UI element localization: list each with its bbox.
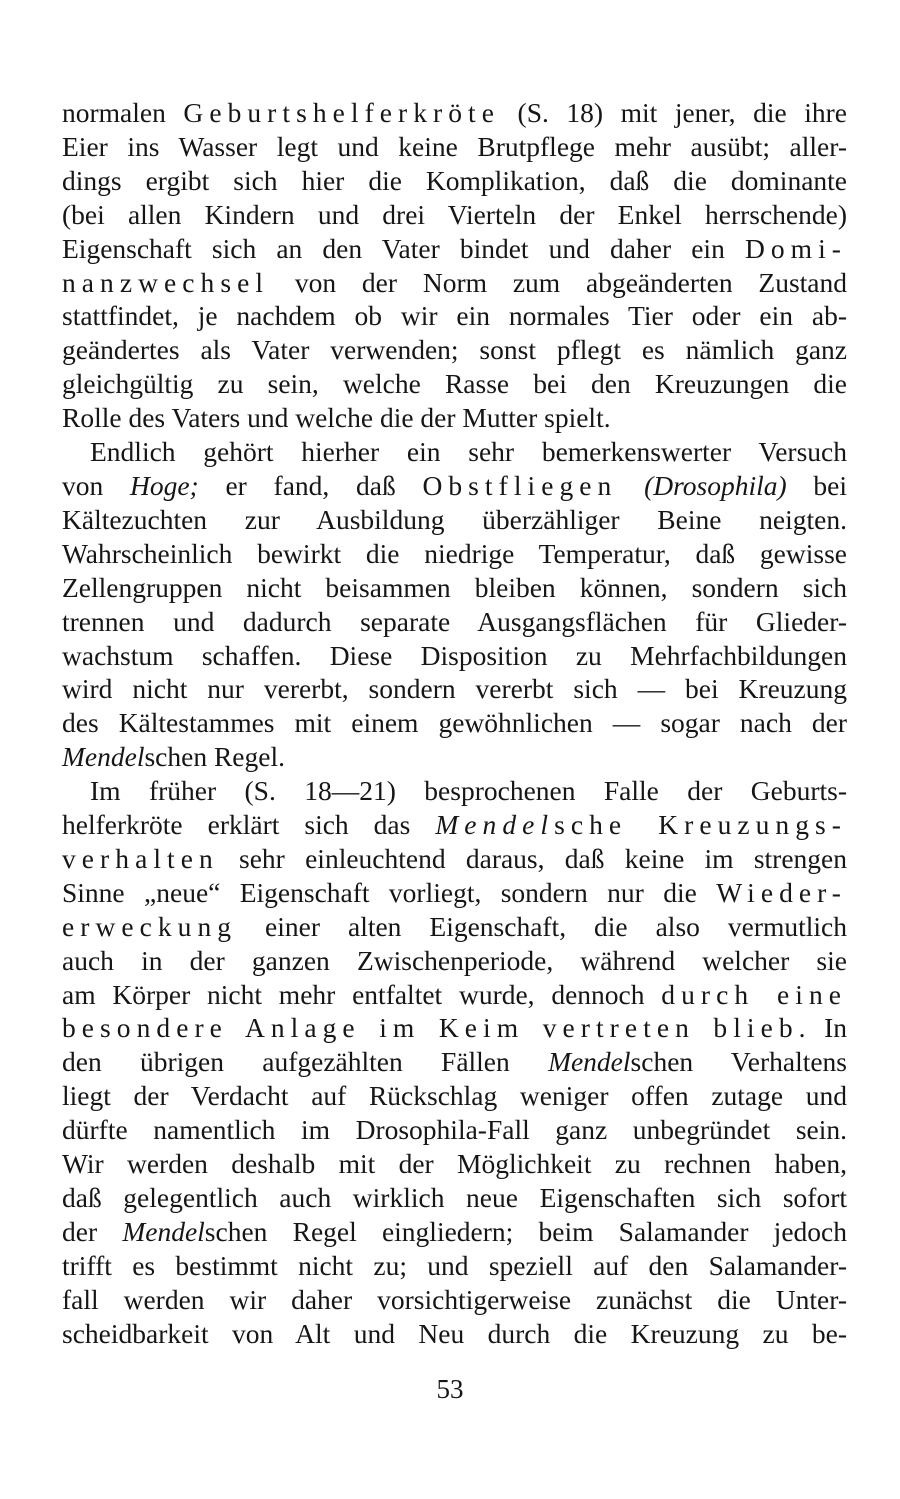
text-line xyxy=(62,605,847,639)
text-segment: Wieder- xyxy=(716,876,847,908)
text-line xyxy=(62,537,847,571)
body-text xyxy=(62,96,847,1351)
text-segment: (bei allen Kindern und drei Vierteln der Enkel herrschende) xyxy=(62,198,847,230)
text-segment: Eier ins Wasser legt und keine Brutpflege mehr ausübt; aller- xyxy=(62,130,847,162)
text-segment: einer alten Eigenschaft, die also vermutlich xyxy=(237,910,847,942)
text-line xyxy=(62,367,847,401)
text-line xyxy=(62,1147,847,1181)
text-segment: verhalten xyxy=(62,842,219,874)
text-segment: dürfte namentlich im Drosophila-Fall ganz unbegründet sein. xyxy=(62,1114,847,1146)
text-line xyxy=(62,1283,847,1317)
text-line xyxy=(62,808,847,842)
text-line xyxy=(62,571,847,605)
text-segment: gleichgültig zu sein, welche Rasse bei den Kreuzungen die xyxy=(62,368,847,400)
text-line xyxy=(62,1317,847,1351)
text-segment: Obstfliegen xyxy=(422,469,618,501)
text-segment: Mendel xyxy=(435,809,555,841)
text-segment: der xyxy=(62,1215,123,1247)
text-segment: schen Regel eingliedern; beim Salamander jedoch xyxy=(204,1215,847,1247)
text-line xyxy=(62,1249,847,1283)
text-segment: helferkröte erklärt sich das xyxy=(62,809,436,841)
text-segment: den übrigen aufgezählten Fällen xyxy=(62,1046,549,1078)
text-line xyxy=(62,1215,847,1249)
text-segment: Rolle des Vaters und welche die der Mutter spielt. xyxy=(62,402,611,434)
text-segment: schen Regel. xyxy=(144,741,285,773)
text-segment: von xyxy=(62,469,130,501)
text-line xyxy=(62,266,847,300)
text-line xyxy=(62,1011,847,1045)
text-segment: von der Norm zum abgeänderten Zustand xyxy=(269,266,847,298)
text-segment: Hoge; xyxy=(129,469,199,501)
text-line xyxy=(62,503,847,537)
text-segment: Endlich gehört hierher ein sehr bemerkenswerter Versuch xyxy=(90,436,847,468)
text-line xyxy=(62,1181,847,1215)
text-segment: Eigenschaft sich an den Vater bindet und daher ein xyxy=(62,232,745,264)
text-line xyxy=(62,740,847,774)
text-segment: Wahrscheinlich bewirkt die niedrige Temperatur, daß gewisse xyxy=(62,537,847,569)
text-segment: stattfindet, je nachdem ob wir ein normales Tier oder ein ab- xyxy=(62,300,847,332)
text-line xyxy=(62,401,847,435)
page-number: 53 xyxy=(436,1374,464,1404)
text-segment: Geburtshelferkröte xyxy=(183,97,500,128)
text-segment: daß gelegentlich auch wirklich neue Eigenschaften sich sofort xyxy=(62,1182,847,1213)
text-segment: (S. 18) mit jener, die ihre xyxy=(500,97,847,128)
text-segment: Mendel xyxy=(548,1046,631,1078)
text-segment: Im früher (S. 18—21) besprochenen Falle der Geburts- xyxy=(90,775,847,807)
text-line xyxy=(62,198,847,232)
text-segment: auch in der ganzen Zwischenperiode, während welcher sie xyxy=(62,944,847,976)
text-line xyxy=(62,1079,847,1113)
text-line xyxy=(62,1045,847,1079)
text-segment: des Kältestammes mit einem gewöhnlichen — sogar nach der xyxy=(62,707,847,739)
text-line xyxy=(62,130,847,164)
text-segment: geändertes als Vater verwenden; sonst pflegt es nämlich ganz xyxy=(62,334,847,366)
text-segment: scheidbarkeit von Alt und Neu durch die Kreuzung zu be- xyxy=(62,1317,847,1349)
text-line xyxy=(62,639,847,673)
text-segment: fall werden wir daher vorsichtigerweise zunächst die Unter- xyxy=(62,1283,847,1315)
text-segment: Kältezuchten zur Ausbildung überzähliger Beine neigten. xyxy=(62,503,847,535)
text-segment: besondere Anlage im Keim vertreten blieb. xyxy=(62,1012,812,1044)
text-segment: Mendel xyxy=(62,741,145,773)
text-segment: nanzwechsel xyxy=(62,266,270,298)
text-segment: schen Verhaltens xyxy=(630,1046,848,1078)
text-line xyxy=(62,706,847,740)
text-segment: Domi- xyxy=(744,232,847,264)
text-line xyxy=(62,876,847,910)
text-line xyxy=(62,232,847,266)
text-segment: sche Kreuzungs- xyxy=(554,809,847,841)
text-segment: bei xyxy=(786,469,847,501)
text-line xyxy=(62,774,847,808)
text-line xyxy=(62,469,847,503)
text-line xyxy=(62,164,847,198)
text-line xyxy=(62,435,847,469)
text-segment: er fand, daß xyxy=(198,469,423,501)
text-segment: durch eine xyxy=(661,978,847,1010)
text-segment: wachstum schaffen. Diese Disposition zu Mehrfachbildungen xyxy=(62,639,847,671)
text-segment: (Drosophila) xyxy=(644,469,787,501)
text-segment: wird nicht nur vererbt, sondern vererbt sich — bei Kreuzung xyxy=(62,673,847,705)
text-segment: dings ergibt sich hier die Komplikation, daß die dominante xyxy=(62,164,847,196)
text-segment: Zellengruppen nicht beisammen bleiben können, sondern sich xyxy=(62,571,847,603)
text-segment: am Körper nicht mehr entfaltet wurde, dennoch xyxy=(62,978,662,1010)
text-segment: liegt der Verdacht auf Rückschlag weniger offen zutage und xyxy=(62,1080,847,1112)
text-line xyxy=(62,910,847,944)
text-line xyxy=(62,1113,847,1147)
text-line xyxy=(62,944,847,978)
text-segment: Mendel xyxy=(122,1215,205,1247)
text-segment: trifft es bestimmt nicht zu; und speziell auf den Salamander- xyxy=(62,1249,847,1281)
text-segment: In xyxy=(811,1012,847,1044)
text-segment: sehr einleuchtend daraus, daß keine im strengen xyxy=(218,842,847,874)
text-segment: trennen und dadurch separate Ausgangsflächen für Glieder- xyxy=(62,605,847,637)
text-segment: normalen xyxy=(62,97,184,128)
text-segment: erweckung xyxy=(62,910,238,942)
text-line xyxy=(62,978,847,1012)
text-line xyxy=(62,96,847,130)
text-segment xyxy=(617,470,644,501)
text-line xyxy=(62,842,847,876)
text-line xyxy=(62,299,847,333)
text-line xyxy=(62,672,847,706)
text-line xyxy=(62,333,847,367)
text-segment: Sinne „neue“ Eigenschaft vorliegt, sondern nur die xyxy=(62,876,717,908)
text-segment: Wir werden deshalb mit der Möglichkeit zu rechnen haben, xyxy=(62,1148,847,1180)
